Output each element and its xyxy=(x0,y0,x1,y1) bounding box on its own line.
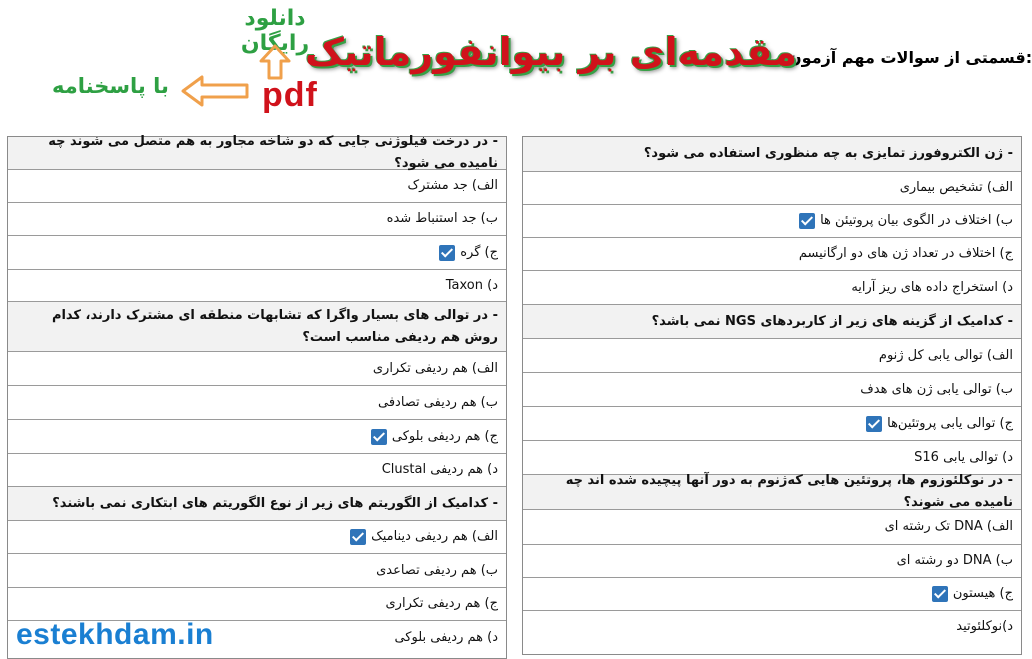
option-text: ج) هم ردیفی تکراری xyxy=(385,596,498,611)
option-text: ج) اختلاف در تعداد ژن های دو ارگانیسم xyxy=(798,246,1013,261)
option-row xyxy=(523,510,1021,545)
site-watermark: estekhdam.in xyxy=(16,618,214,651)
option-row xyxy=(523,407,1021,441)
option-text: الف) هم ردیفی تکراری xyxy=(372,360,498,376)
question-row xyxy=(8,487,506,521)
option-text: د) هم ردیفی Clustal xyxy=(381,462,498,477)
option-row xyxy=(523,238,1021,271)
question-row xyxy=(523,305,1021,339)
arrow-up-icon xyxy=(258,44,292,80)
question-text: - در توالی های بسیار واگرا که تشابهات منطقه ای مشترک دارند، کدام روش هم ردیفی مناسب است؟ xyxy=(51,307,498,345)
question-text: - ژن الکتروفورز تمایزی به چه منظوری استفاده می شود؟ xyxy=(643,146,1013,161)
option-text: الف) توالی یابی کل ژنوم xyxy=(878,347,1013,363)
question-text: - کدامیک از گزینه های زیر از کاربردهای NGS نمی باشد؟ xyxy=(651,313,1013,329)
option-text: الف) تشخیص بیماری xyxy=(899,180,1013,195)
option-text: ب) هم ردیفی تصاعدی xyxy=(376,562,498,578)
option-row xyxy=(8,420,506,454)
download-free-text: دانلود رایگان xyxy=(240,6,310,56)
page-title: مقدمه‌ای بر بیوانفورماتیک xyxy=(304,30,797,74)
option-row xyxy=(8,236,506,270)
option-row xyxy=(523,205,1021,238)
option-row xyxy=(8,203,506,236)
option-text: ب) توالی یابی ژن های هدف xyxy=(860,381,1013,397)
question-text: - در نوکلئوزوم ها، پروتئین هایی که‌ژنوم به دور آنها پیچیده شده اند چه نامیده می شوند؟ xyxy=(565,473,1013,510)
pdf-label: pdf xyxy=(262,76,318,114)
exam-subtitle: قسمتی از سوالات مهم آزمون: xyxy=(788,48,1032,67)
question-row xyxy=(8,134,506,171)
question-row xyxy=(523,475,1021,510)
checkbox-checked-icon[interactable] xyxy=(371,429,387,445)
option-text: ب) جد استنباط شده xyxy=(386,211,498,226)
option-row xyxy=(523,339,1021,373)
option-row xyxy=(523,545,1021,578)
option-text: ج) گره xyxy=(460,244,498,260)
questions-column-right xyxy=(522,136,1022,655)
question-row xyxy=(8,302,506,352)
option-row xyxy=(8,554,506,588)
option-text: ج) هیستون xyxy=(952,586,1013,601)
with-answer-key-text: با پاسخنامه xyxy=(52,74,169,98)
option-text: ب) DNA دو رشته ای xyxy=(896,553,1013,568)
option-row xyxy=(8,270,506,302)
question-row xyxy=(523,137,1021,172)
option-text: د) Taxon xyxy=(445,277,498,293)
option-text: د)نوکلئوتید xyxy=(956,619,1013,634)
option-row xyxy=(8,454,506,487)
checkbox-checked-icon[interactable] xyxy=(866,416,882,432)
question-text: - در درخت فیلوژنی جایی که دو شاخه مجاور به هم متصل می شوند چه نامیده می شود؟ xyxy=(48,134,498,171)
option-text: ب) اختلاف در الگوی بیان پروتیئن ها xyxy=(820,213,1013,228)
checkbox-checked-icon[interactable] xyxy=(932,586,948,602)
option-row xyxy=(8,588,506,621)
question-text: - کدامیک از الگوریتم های زیر از نوع الگوریتم های ابتکاری نمی باشند؟ xyxy=(52,495,498,511)
option-text: الف) هم ردیفی دینامیک xyxy=(371,529,498,544)
option-text: د) توالی یابی S16 xyxy=(914,449,1013,465)
option-row xyxy=(523,373,1021,407)
checkbox-checked-icon[interactable] xyxy=(350,529,366,545)
option-row xyxy=(523,611,1021,643)
option-text: ج) توالی یابی پروتئین‌ها xyxy=(887,415,1013,431)
option-row xyxy=(523,271,1021,305)
arrow-left-icon xyxy=(180,74,250,108)
option-row xyxy=(8,352,506,386)
option-text: ج) هم ردیفی بلوکی xyxy=(391,428,498,444)
option-row xyxy=(8,521,506,554)
option-text: الف) جد مشترک xyxy=(407,178,498,193)
option-text: الف) DNA تک رشته ای xyxy=(884,519,1013,534)
checkbox-checked-icon[interactable] xyxy=(799,213,815,229)
option-text: د) استخراج داده های ریز آرایه xyxy=(851,279,1013,295)
questions-column-left xyxy=(7,136,507,659)
option-row xyxy=(523,578,1021,611)
option-text: ب) هم ردیفی تصادفی xyxy=(377,394,498,410)
option-row xyxy=(8,386,506,420)
checkbox-checked-icon[interactable] xyxy=(439,245,455,261)
option-row xyxy=(523,172,1021,205)
option-text: د) هم ردیفی بلوکی xyxy=(394,630,498,645)
